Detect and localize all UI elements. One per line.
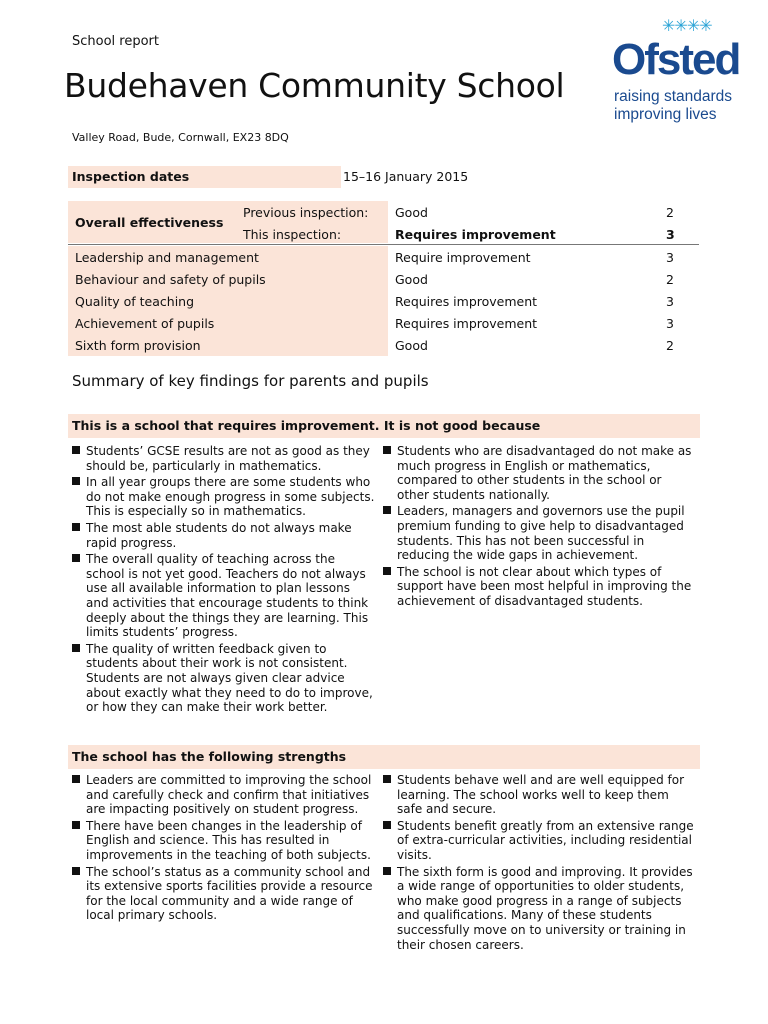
list-item-text: The most able students do not always make rapid progress. — [86, 520, 352, 550]
list-item-text: Students benefit greatly from an extensive range of extra-curricular activities, including residential visits. — [397, 818, 694, 862]
list-item-text: There have been changes in the leadership of English and science. This has resulted in improvements in the teaching of both subjects. — [86, 818, 371, 862]
this-inspection-number: 3 — [666, 227, 675, 242]
inspection-dates-value: 15–16 January 2015 — [343, 169, 469, 184]
list-item-text: The overall quality of teaching across the school is not yet good. Teachers do not always use all available information to plan lessons and activities that encourage students to think deeply about the things they are learning. This limits students’ progress. — [86, 552, 369, 640]
list-item-text: Students behave well and are well equipped for learning. The school works well to keep them safe and secure. — [397, 773, 685, 817]
strengths-right-column — [382, 773, 694, 954]
table-divider — [68, 244, 699, 245]
judgement-label: Sixth form provision — [75, 338, 201, 353]
stars-icon: ✳✳✳✳ — [662, 16, 712, 35]
list-item-text: Students’ GCSE results are not as good as they should be, particularly in mathematics. — [86, 444, 370, 473]
judgement-number: 2 — [666, 272, 674, 287]
judgement-grade: Requires improvement — [395, 316, 538, 331]
judgement-row — [68, 268, 708, 290]
this-inspection-grade: Requires improvement — [395, 227, 556, 242]
logo-wordmark: Ofsted — [612, 35, 740, 84]
bullet-icon — [72, 523, 80, 531]
list-item — [71, 444, 376, 473]
judgement-label: Achievement of pupils — [75, 316, 215, 331]
previous-inspection-label: Previous inspection: — [243, 205, 369, 220]
list-item — [382, 504, 692, 562]
list-item-text: The sixth form is good and improving. It provides a wide range of opportunities to older students, who make good progress in a range of subjects and qualifications. Many of these students successfully move on to university or training in their chosen careers. — [397, 864, 693, 952]
bullet-icon — [383, 567, 391, 575]
strengths-heading: The school has the following strengths — [72, 749, 347, 764]
inspection-dates-label: Inspection dates — [72, 169, 190, 184]
list-item — [71, 865, 376, 923]
judgement-number: 3 — [666, 316, 674, 331]
bullet-icon — [72, 477, 80, 485]
list-item-text: Leaders, managers and governors use the pupil premium funding to give help to disadvantaged students. This has not been successful in reducing the wide gaps in achievement. — [397, 504, 685, 563]
school-address: Valley Road, Bude, Cornwall, EX23 8DQ — [72, 131, 289, 144]
list-item — [382, 819, 694, 863]
list-item — [71, 475, 376, 519]
logo-tagline-2: improving lives — [614, 106, 717, 123]
weaknesses-heading-bar — [68, 414, 700, 438]
list-item — [71, 819, 376, 863]
judgement-row — [68, 334, 708, 356]
strengths-heading-bar — [68, 745, 700, 769]
list-item — [71, 521, 376, 550]
bullet-icon — [72, 867, 80, 875]
list-item — [382, 773, 694, 817]
judgement-grade: Good — [395, 272, 428, 287]
list-item-text: Leaders are committed to improving the school and carefully check and confirm that initiatives are impacting positively on student progress. — [86, 773, 372, 817]
list-item — [71, 773, 376, 817]
judgement-row — [68, 290, 708, 312]
judgement-row — [68, 312, 708, 334]
bullet-icon — [383, 867, 391, 875]
this-inspection-label: This inspection: — [243, 227, 342, 242]
judgement-label: Quality of teaching — [75, 294, 195, 309]
bullet-icon — [72, 775, 80, 783]
previous-inspection-number: 2 — [666, 205, 674, 220]
judgement-number: 2 — [666, 338, 674, 353]
page-title: Budehaven Community School — [64, 66, 565, 105]
ofsted-logo — [612, 18, 742, 130]
bullet-icon — [383, 821, 391, 829]
list-item — [71, 642, 376, 715]
summary-heading: Summary of key findings for parents and pupils — [72, 372, 429, 390]
list-item — [382, 444, 692, 502]
logo-tagline-1: raising standards — [614, 88, 733, 105]
list-item — [382, 865, 694, 953]
list-item-text: The school is not clear about which types of support have been most helpful in improving the achievement of disadvantaged students. — [397, 564, 692, 608]
judgement-grade: Good — [395, 338, 428, 353]
previous-inspection-grade: Good — [395, 205, 428, 220]
list-item-text: The quality of written feedback given to students about their work is not consistent. Students are not always given clear advice about exactly what they need to do to improve, or how they can make their work better. — [86, 641, 373, 715]
list-item-text: The school’s status as a community school and its extensive sports facilities provide a resource for the local community and a wide range of local primary schools. — [86, 864, 373, 923]
judgement-number: 3 — [666, 250, 674, 265]
overall-effectiveness-label: Overall effectiveness — [75, 215, 224, 230]
judgement-grade: Require improvement — [395, 250, 531, 265]
judgement-label: Leadership and management — [75, 250, 259, 265]
judgement-grade: Requires improvement — [395, 294, 538, 309]
bullet-icon — [383, 446, 391, 454]
bullet-icon — [72, 446, 80, 454]
judgement-row — [68, 246, 708, 268]
judgement-number: 3 — [666, 294, 674, 309]
list-item — [382, 565, 692, 609]
list-item — [71, 552, 376, 640]
bullet-icon — [383, 506, 391, 514]
list-item-text: Students who are disadvantaged do not make as much progress in English or mathematics, compared to other students in the school or other students nationally. — [397, 444, 692, 502]
weaknesses-left-column — [71, 444, 376, 717]
document-type: School report — [72, 34, 159, 49]
bullet-icon — [72, 644, 80, 652]
list-item-text: In all year groups there are some students who do not make enough progress in some subjects. This is especially so in mathematics. — [86, 475, 375, 519]
judgement-label: Behaviour and safety of pupils — [75, 272, 266, 287]
bullet-icon — [72, 821, 80, 829]
bullet-icon — [72, 554, 80, 562]
bullet-icon — [383, 775, 391, 783]
weaknesses-right-column — [382, 444, 692, 611]
strengths-left-column — [71, 773, 376, 925]
weaknesses-heading: This is a school that requires improvement. It is not good because — [72, 418, 541, 433]
